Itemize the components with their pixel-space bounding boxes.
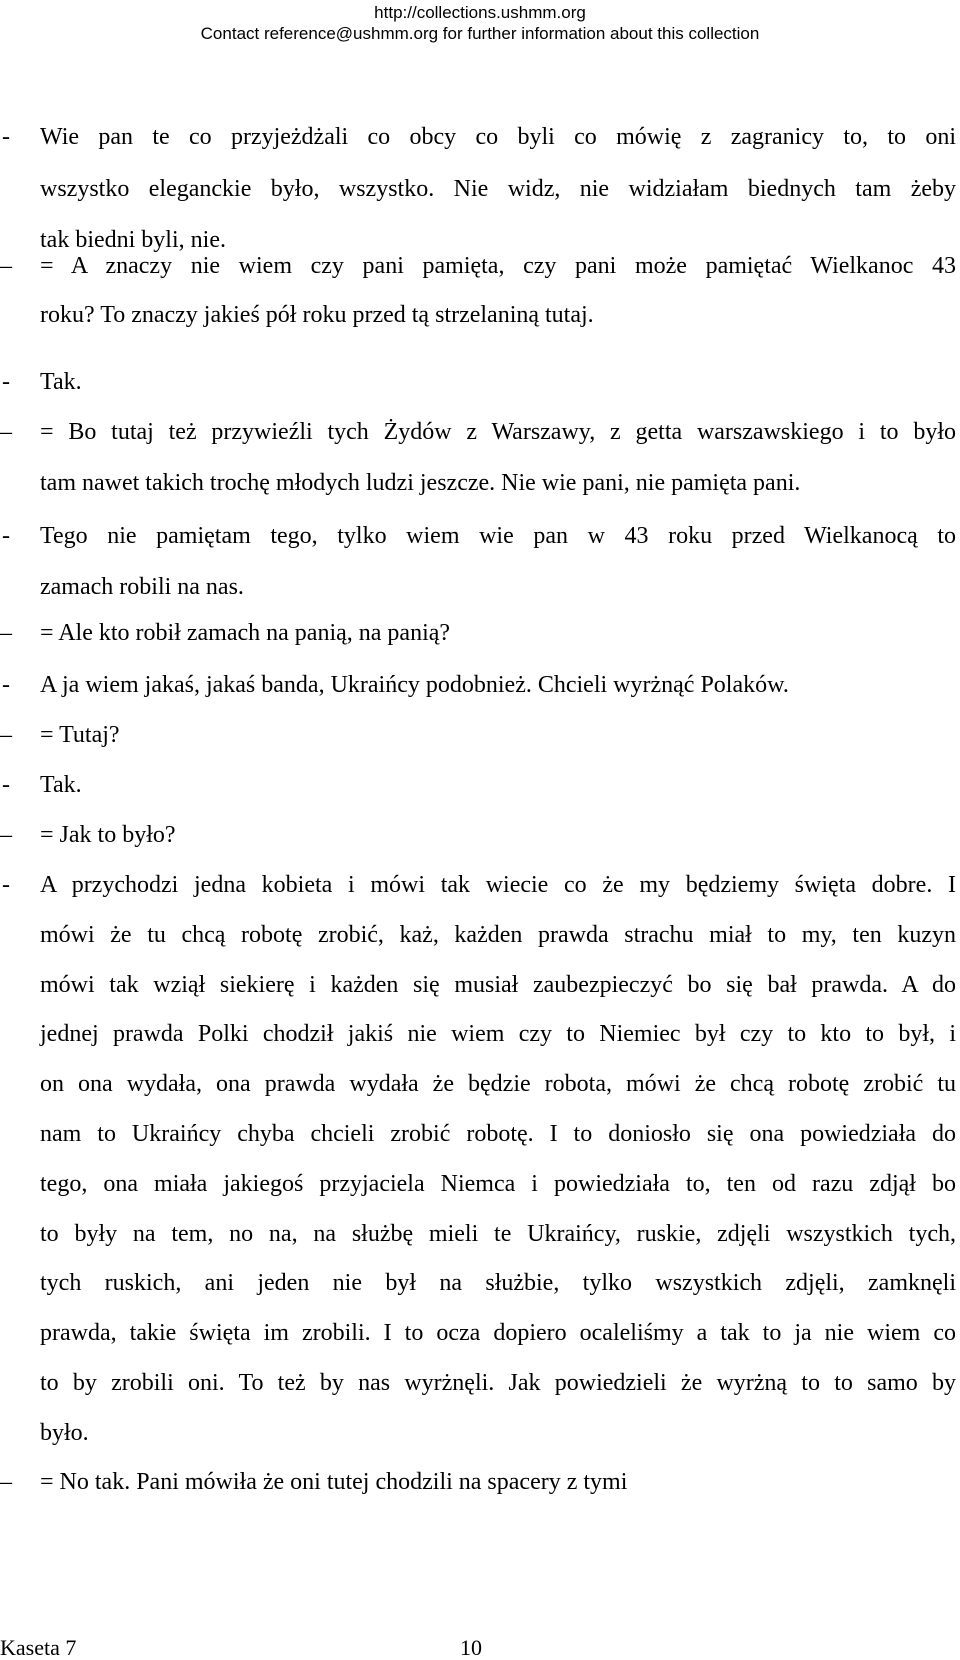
- speaker-marker: -: [2, 872, 10, 898]
- transcript-line: prawda, takie święta im zrobili. I to ocza dopiero ocaleliśmy a tak to ja nie wiem co: [40, 1320, 956, 1347]
- transcript-line: tego, ona miała jakiegoś przyjaciela Niemca i powiedziała to, ten od razu zdjął bo: [40, 1170, 956, 1197]
- transcript-line: = Ale kto robił zamach na panią, na panią?: [40, 620, 451, 646]
- transcript-line: wszystko eleganckie było, wszystko. Nie widz, nie widziałam biednych tam żeby: [40, 175, 956, 202]
- transcript-line: A przychodzi jedna kobieta i mówi tak wiecie co że my będziemy święta dobre. I: [40, 872, 956, 898]
- transcript-line: Wie pan te co przyjeżdżali co obcy co byli co mówię z zagranicy to, to oni: [40, 124, 956, 150]
- footer-page-number: 10: [460, 1635, 482, 1660]
- transcript-line: = Tutaj?: [40, 722, 120, 748]
- transcript-line: on ona wydała, ona prawda wydała że będzie robota, mówi że chcą robotę zrobić tu: [40, 1071, 956, 1098]
- transcript-line: tych ruskich, ani jeden nie był na służbie, tylko wszystkich zdjęli, zamknęli: [40, 1270, 956, 1297]
- speaker-marker: -: [2, 369, 10, 395]
- transcript-line: tam nawet takich trochę młodych ludzi jeszcze. Nie wie pani, nie pamięta pani.: [40, 470, 801, 496]
- interviewer-marker: –: [0, 419, 12, 445]
- transcript-line: = A znaczy nie wiem czy pani pamięta, czy pani może pamiętać Wielkanoc 43: [40, 253, 956, 279]
- interviewer-marker: –: [0, 620, 12, 646]
- interviewer-marker: –: [0, 722, 12, 748]
- interviewer-marker: –: [0, 253, 12, 279]
- transcript-line: Tego nie pamiętam tego, tylko wiem wie pan w 43 roku przed Wielkanocą to: [40, 523, 956, 549]
- interviewer-marker: –: [0, 822, 12, 848]
- transcript-line: Tak.: [40, 772, 82, 798]
- transcript-line: tak biedni byli, nie.: [40, 227, 226, 253]
- transcript-line: mówi że tu chcą robotę zrobić, każ, każden prawda strachu miał to my, ten kuzyn: [40, 921, 956, 948]
- speaker-marker: -: [2, 772, 10, 798]
- transcript-line: = Jak to było?: [40, 822, 176, 848]
- transcript-line: = Bo tutaj też przywieźli tych Żydów z Warszawy, z getta warszawskiego i to było: [40, 419, 956, 445]
- transcript-line: A ja wiem jakaś, jakaś banda, Ukraińcy podobnież. Chcieli wyrżnąć Polaków.: [40, 672, 789, 698]
- header-url: http://collections.ushmm.org: [374, 3, 586, 22]
- transcript-line: to były na tem, no na, na służbę mieli te Ukraińcy, ruskie, zdjęli wszystkich tych,: [40, 1220, 956, 1247]
- transcript-line: jednej prawda Polki chodził jakiś nie wiem czy to Niemiec był czy to kto to był, i: [40, 1021, 956, 1048]
- transcript-line: Tak.: [40, 369, 82, 395]
- interviewer-marker: –: [0, 1469, 12, 1495]
- transcript-line: = No tak. Pani mówiła że oni tutej chodzili na spacery z tymi: [40, 1469, 628, 1495]
- speaker-marker: -: [2, 124, 10, 150]
- speaker-marker: -: [2, 523, 10, 549]
- speaker-marker: -: [2, 672, 10, 698]
- header-contact: Contact reference@ushmm.org for further information about this collection: [200, 24, 760, 43]
- transcript-line: zamach robili na nas.: [40, 574, 244, 600]
- transcript-line: to by zrobili oni. To też by nas wyrżnęli. Jak powiedzieli że wyrżną to to samo by: [40, 1370, 956, 1396]
- transcript-line: roku? To znaczy jakieś pół roku przed tą strzelaniną tutaj.: [40, 302, 594, 328]
- transcript-line: mówi tak wziął siekierę i każden się musiał zaubezpieczyć bo się bał prawda. A do: [40, 971, 956, 998]
- transcript-line: było.: [40, 1419, 89, 1446]
- footer-tape-label: Kaseta 7: [0, 1635, 77, 1660]
- transcript-line: nam to Ukraińcy chyba chcieli zrobić robotę. I to doniosło się ona powiedziała do: [40, 1121, 956, 1147]
